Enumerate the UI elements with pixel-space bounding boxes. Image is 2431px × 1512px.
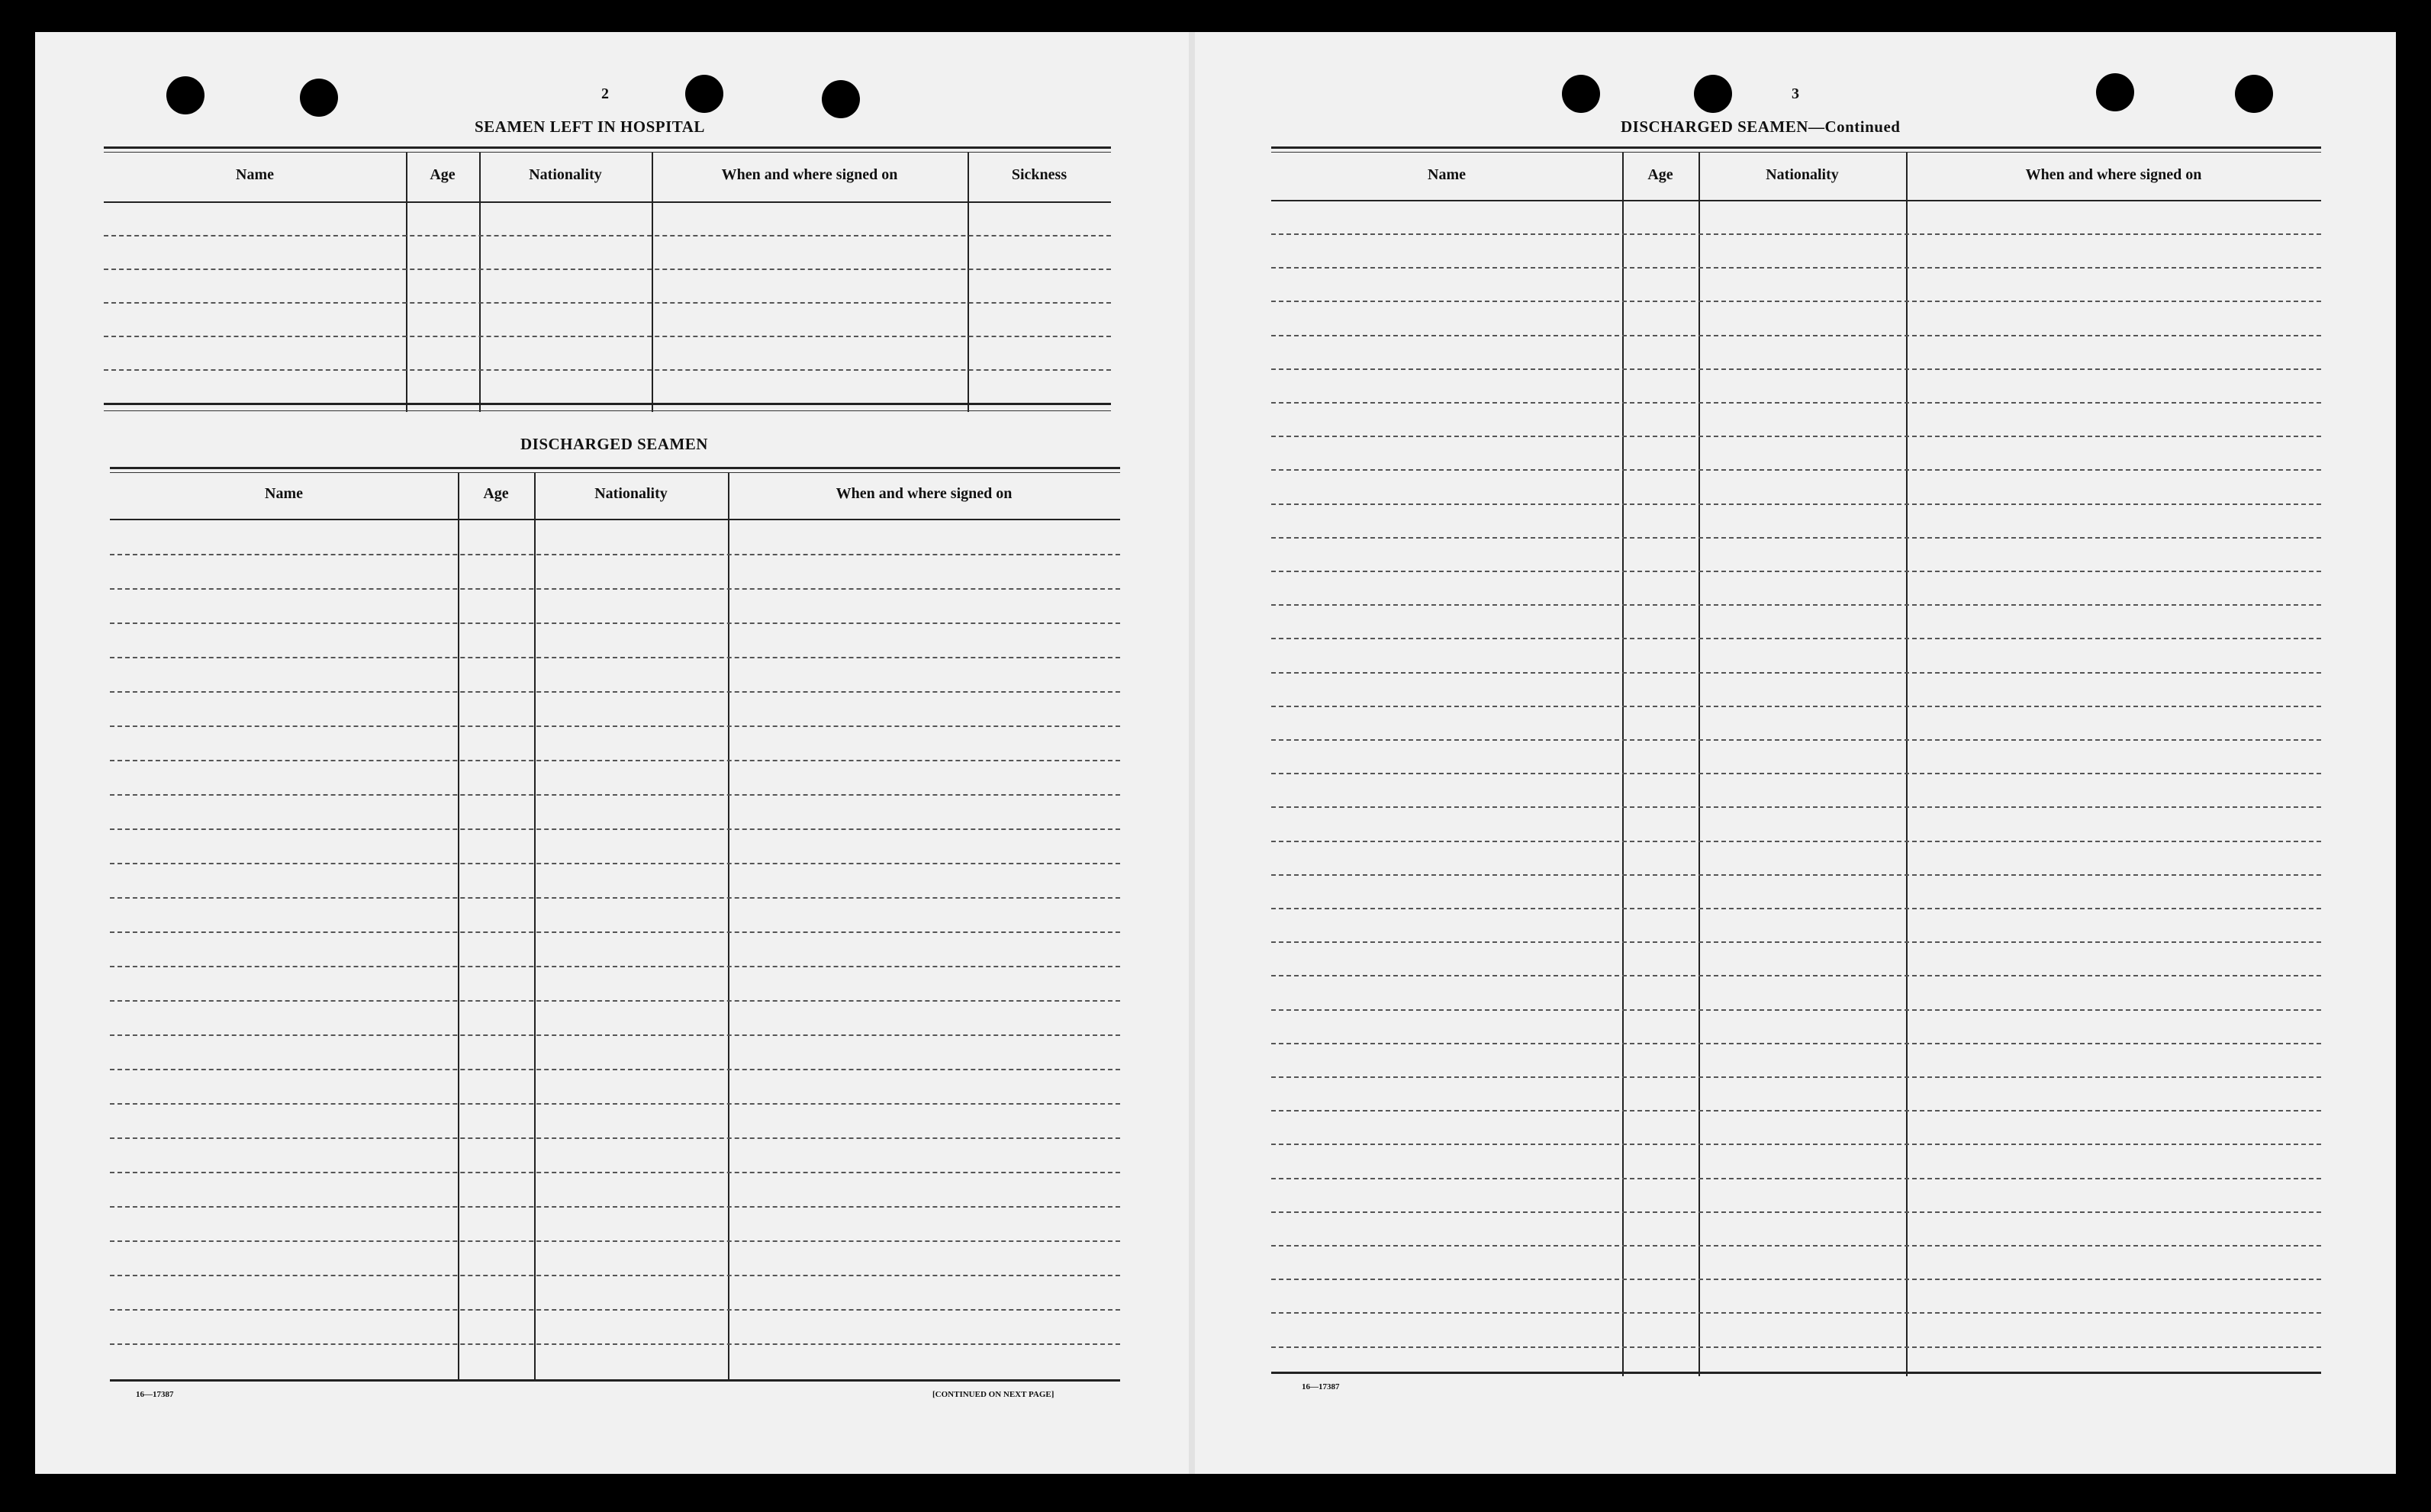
column-header-age: Age (483, 485, 509, 502)
punch-hole-icon (166, 76, 204, 114)
table-row[interactable] (110, 622, 1120, 624)
column-header-signed-on: When and where signed on (836, 485, 1013, 502)
table-row[interactable] (110, 554, 1120, 555)
punch-hole-icon (1694, 75, 1732, 113)
table-row[interactable] (1271, 841, 2321, 842)
table-row[interactable] (110, 1034, 1120, 1036)
column-header-age: Age (430, 166, 456, 183)
table-row[interactable] (110, 1172, 1120, 1173)
table-row[interactable] (110, 1137, 1120, 1139)
table-row[interactable] (1271, 638, 2321, 639)
table-row[interactable] (110, 1240, 1120, 1242)
table-row[interactable] (104, 302, 1111, 304)
table-row[interactable] (104, 336, 1111, 337)
table-row[interactable] (110, 1309, 1120, 1311)
table-row[interactable] (110, 931, 1120, 933)
punch-hole-icon (822, 80, 860, 118)
column-header-nationality: Nationality (1766, 166, 1839, 183)
table-row[interactable] (1271, 773, 2321, 774)
punch-hole-icon (1562, 75, 1600, 113)
table-row[interactable] (110, 657, 1120, 658)
table-row[interactable] (110, 1343, 1120, 1345)
column-header-name: Name (265, 485, 303, 502)
table-row[interactable] (1271, 874, 2321, 876)
table-row[interactable] (1271, 233, 2321, 235)
table-row[interactable] (1271, 503, 2321, 505)
discharged-table-right (1271, 146, 2321, 1378)
column-header-age: Age (1647, 166, 1673, 183)
table-row[interactable] (110, 794, 1120, 796)
table-row[interactable] (1271, 1009, 2321, 1011)
table-row[interactable] (110, 760, 1120, 761)
table-row[interactable] (1271, 672, 2321, 674)
page-fold (1189, 32, 1195, 1474)
table-row[interactable] (1271, 1211, 2321, 1213)
form-number: 16—17387 (1302, 1382, 1340, 1391)
table-row[interactable] (110, 966, 1120, 967)
table-row[interactable] (104, 369, 1111, 371)
table-row[interactable] (1271, 402, 2321, 404)
table-row[interactable] (110, 1069, 1120, 1070)
punch-hole-icon (2096, 73, 2134, 111)
table-row[interactable] (1271, 706, 2321, 707)
punch-hole-icon (2235, 75, 2273, 113)
table-row[interactable] (1271, 469, 2321, 471)
table-row[interactable] (104, 235, 1111, 236)
table-row[interactable] (1271, 571, 2321, 572)
table-row[interactable] (110, 588, 1120, 590)
table-row[interactable] (1271, 368, 2321, 370)
column-header-nationality: Nationality (594, 485, 668, 502)
table-row[interactable] (1271, 908, 2321, 909)
table-row[interactable] (1271, 1178, 2321, 1179)
table-row[interactable] (110, 1000, 1120, 1002)
table-row[interactable] (1271, 604, 2321, 606)
table-row[interactable] (110, 1275, 1120, 1276)
table-row[interactable] (1271, 267, 2321, 269)
continued-note: [CONTINUED ON NEXT PAGE] (932, 1390, 1055, 1399)
table-row[interactable] (1271, 1076, 2321, 1078)
table-row[interactable] (1271, 1346, 2321, 1348)
table-row[interactable] (1271, 1110, 2321, 1111)
table-row[interactable] (1271, 1245, 2321, 1247)
hospital-section-title: SEAMEN LEFT IN HOSPITAL (475, 117, 705, 136)
table-row[interactable] (1271, 941, 2321, 943)
page-number: 2 (601, 85, 609, 102)
table-row[interactable] (110, 828, 1120, 830)
table-row[interactable] (1271, 806, 2321, 808)
table-row[interactable] (1271, 739, 2321, 741)
table-row[interactable] (1271, 335, 2321, 336)
table-row[interactable] (104, 269, 1111, 270)
hospital-table (104, 146, 1111, 413)
discharged-continued-title (1621, 117, 1900, 137)
table-row[interactable] (1271, 436, 2321, 437)
column-header-name: Name (236, 166, 274, 183)
title-text: DISCHARGED SEAMEN (1621, 117, 1808, 136)
title-suffix: —Continued (1808, 117, 1901, 136)
column-header-signed-on: When and where signed on (721, 166, 898, 183)
discharged-section-title: DISCHARGED SEAMEN (520, 435, 708, 453)
table-row[interactable] (1271, 301, 2321, 302)
table-row[interactable] (110, 691, 1120, 693)
column-header-sickness: Sickness (1011, 166, 1067, 183)
table-row[interactable] (110, 1206, 1120, 1208)
table-row[interactable] (110, 863, 1120, 864)
punch-hole-icon (300, 79, 338, 117)
table-row[interactable] (1271, 1144, 2321, 1145)
table-row[interactable] (1271, 975, 2321, 976)
table-row[interactable] (110, 897, 1120, 899)
column-header-signed-on: When and where signed on (2025, 166, 2202, 183)
column-header-nationality: Nationality (529, 166, 602, 183)
form-number: 16—17387 (136, 1390, 174, 1399)
table-row[interactable] (1271, 537, 2321, 539)
punch-hole-icon (685, 75, 723, 113)
table-row[interactable] (1271, 1043, 2321, 1044)
column-header-name: Name (1428, 166, 1466, 183)
table-row[interactable] (1271, 1279, 2321, 1280)
table-row[interactable] (110, 1103, 1120, 1105)
page-number: 3 (1792, 85, 1799, 102)
table-row[interactable] (1271, 1312, 2321, 1314)
discharged-table-left (110, 467, 1120, 1382)
table-row[interactable] (110, 725, 1120, 727)
